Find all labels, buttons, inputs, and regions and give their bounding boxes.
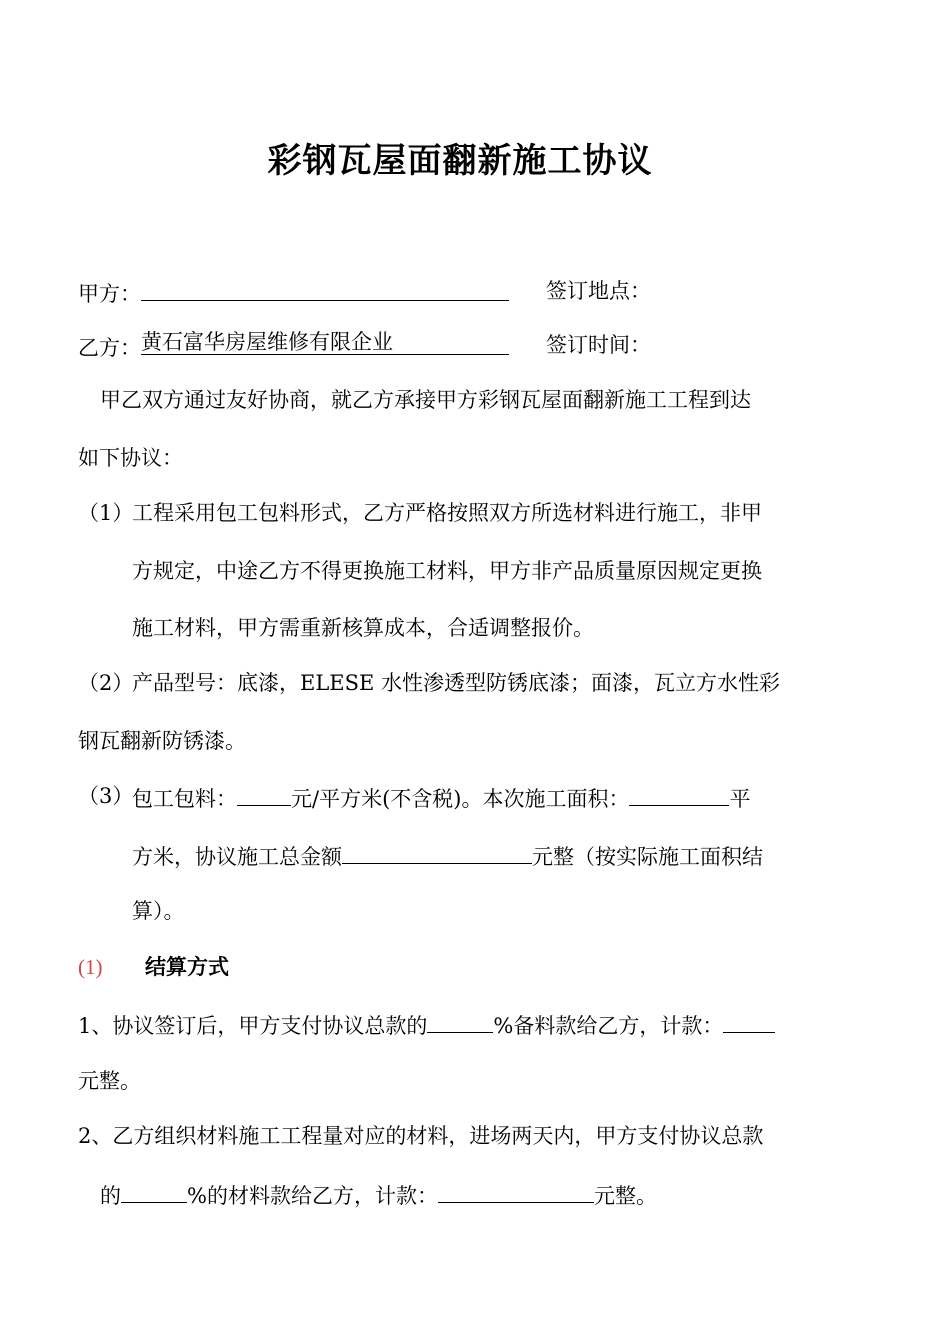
- party-b-label: 乙方：: [78, 336, 141, 360]
- party-a-blank: [141, 276, 509, 301]
- clause-3-area-unit-start: 平: [729, 787, 751, 811]
- sign-time-label: 签订时间：: [546, 333, 651, 357]
- clause-1-line-2: 方规定，中途乙方不得更换施工材料，甲方非产品质量原因规定更换: [132, 559, 762, 583]
- payment-1-line-1: [78, 1008, 775, 1041]
- clause-3-number: （3）: [78, 784, 134, 808]
- clause-2-line-1: 产品型号：底漆，ELESE 水性渗透型防锈底漆；面漆，瓦立方水性彩: [132, 671, 780, 695]
- clause-3-total-unit: 元整（按实际施工面积结: [532, 845, 763, 869]
- settlement-number: (1): [78, 955, 103, 979]
- payment-2-text-b: 的: [100, 1184, 121, 1208]
- intro-line-2: 如下协议：: [78, 446, 183, 470]
- clause-1-number: （1）: [78, 501, 134, 525]
- clause-3-line-1: [132, 781, 750, 814]
- clause-3-line-3: 算）。: [132, 899, 185, 923]
- clause-3-line-2: [132, 839, 763, 872]
- payment-2-amount-blank: [438, 1178, 594, 1203]
- payment-2-line-2: [100, 1178, 657, 1211]
- intro-line-1: 甲乙双方通过友好协商，就乙方承接甲方彩钢瓦屋面翻新施工工程到达: [100, 388, 751, 412]
- clause-2-line-2: 钢瓦翻新防锈漆。: [78, 729, 246, 753]
- payment-2-percent-blank: [121, 1178, 187, 1203]
- unit-price-blank: [237, 781, 291, 806]
- document-title: 彩钢瓦屋面翻新施工协议: [267, 141, 653, 181]
- clause-2-number: （2）: [78, 671, 134, 695]
- payment-1-amount-blank: [723, 1008, 775, 1033]
- clause-3-total-label: 方米，协议施工总金额: [132, 845, 342, 869]
- clause-1-line-3: 施工材料，甲方需重新核算成本，合适调整报价。: [132, 616, 594, 640]
- party-b-field: [141, 330, 509, 355]
- clause-3-price-label: 包工包料：: [132, 787, 237, 811]
- party-b-name: 黄石富华房屋维修有限企业: [141, 330, 393, 354]
- payment-1-text-a: 1、协议签订后，甲方支付协议总款的: [78, 1014, 428, 1038]
- payment-1-text-b: %备料款给乙方，计款：: [493, 1014, 724, 1038]
- settlement-heading: 结算方式: [145, 955, 229, 979]
- payment-2-line-1: 2、乙方组织材料施工工程量对应的材料，进场两天内，甲方支付协议总款: [78, 1124, 764, 1148]
- area-blank: [629, 781, 729, 806]
- payment-2-text-c: %的材料款给乙方，计款：: [187, 1184, 438, 1208]
- payment-2-text-d: 元整。: [593, 1184, 657, 1208]
- total-amount-blank: [342, 839, 532, 864]
- party-a-label: 甲方：: [78, 282, 141, 306]
- party-a-line: [78, 276, 509, 309]
- sign-place-label: 签订地点：: [546, 279, 651, 303]
- clause-1-line-1: 工程采用包工包料形式，乙方严格按照双方所选材料进行施工，非甲: [132, 501, 762, 525]
- clause-3-price-unit: 元/平方米(不含税)。本次施工面积：: [291, 787, 630, 811]
- payment-1-line-2: 元整。: [78, 1069, 141, 1093]
- party-b-line: [78, 330, 509, 363]
- payment-1-percent-blank: [427, 1008, 493, 1033]
